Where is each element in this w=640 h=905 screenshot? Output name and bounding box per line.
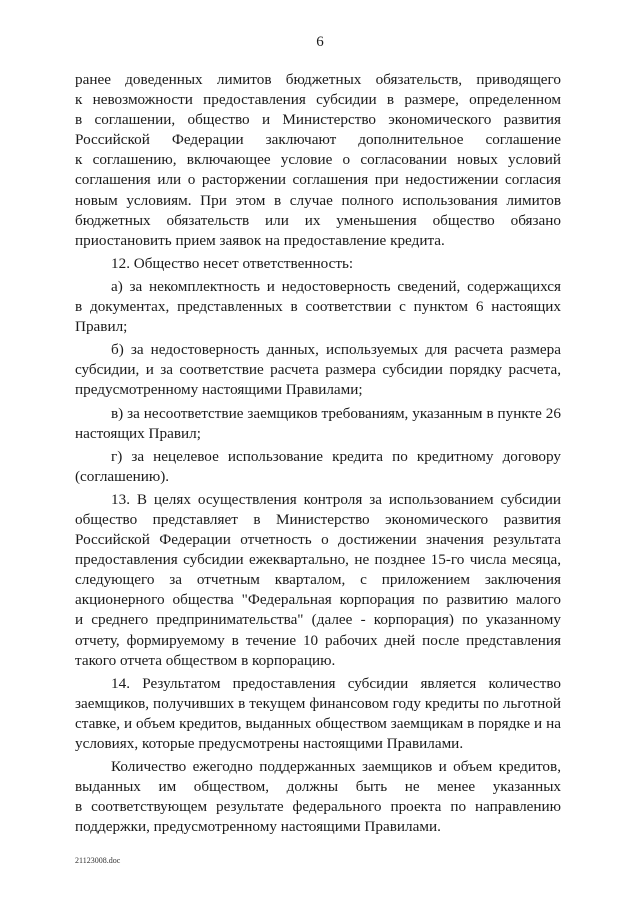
page-number: 6 xyxy=(316,34,324,50)
text-line: соглашения или о расторжении соглашения при недостижении согласия xyxy=(75,171,561,189)
text-line: в соглашении, общество и Министерство экономического развития xyxy=(75,111,561,129)
text-line: Российской Федерации отчетность о достижении значения результата xyxy=(75,531,561,549)
text-line: Правил; xyxy=(75,318,128,336)
paragraph xyxy=(75,404,561,444)
text-line: ранее доведенных лимитов бюджетных обязательств, приводящего xyxy=(75,71,561,88)
paragraph xyxy=(75,447,561,487)
text-line: выданных им обществом, должны быть не менее указанных xyxy=(75,778,561,796)
text-line: ставке, и объем кредитов, выданных обществом заемщикам в порядке и на xyxy=(75,714,561,732)
text-line: и среднего предпринимательства" (далее - корпорация) по указанному xyxy=(75,611,561,629)
paragraph xyxy=(75,340,561,400)
text-line: г) за нецелевое использование кредита по кредитному договору xyxy=(111,447,561,465)
text-line: (соглашению). xyxy=(75,467,170,485)
text-line: в соответствующем результате федерального проекта по направлению xyxy=(75,798,561,816)
text-line: к невозможности предоставления субсидии в размере, определенном xyxy=(75,91,561,109)
text-line: в) за несоответствие заемщиков требованиям, указанным в пункте 26 xyxy=(111,404,561,422)
text-line: а) за некомплектность и недостоверность сведений, содержащихся xyxy=(111,277,561,295)
text-line: поддержки, предусмотренному настоящими Правилами. xyxy=(75,818,441,836)
paragraph xyxy=(75,254,561,274)
text-line: Российской Федерации заключают дополнительное соглашение xyxy=(75,131,561,149)
paragraph xyxy=(75,490,561,671)
text-line: 12. Общество несет ответственность: xyxy=(111,254,354,272)
text-line: новым условиям. При этом в случае полного использования лимитов xyxy=(75,191,561,209)
paragraph xyxy=(75,674,561,754)
text-line: предусмотренному настоящими Правилами; xyxy=(75,381,363,399)
paragraph xyxy=(75,70,561,251)
text-line: отчету, формируемому в течение 10 рабочих дней после представления xyxy=(75,631,561,649)
text-line: заемщиков, получивших в текущем финансовом году кредиты по льготной xyxy=(75,694,561,712)
text-line: б) за недостоверность данных, используемых для расчета размера xyxy=(111,341,561,359)
text-line: предоставления субсидии ежеквартально, не позднее 15-го числа месяца, xyxy=(75,551,561,569)
text-line: в документах, представленных в соответствии с пунктом 6 настоящих xyxy=(75,298,561,316)
text-line: такого отчета обществом в корпорацию. xyxy=(75,651,336,669)
document-code: 21123008.doc xyxy=(75,856,121,865)
text-line: субсидии, и за соответствие расчета размера субсидии порядку расчета, xyxy=(75,361,561,379)
text-line: к соглашению, включающее условие о согласовании новых условий xyxy=(75,151,561,169)
paragraph xyxy=(75,277,561,337)
text-line: бюджетных обязательств или их уменьшения общество обязано xyxy=(75,211,561,229)
paragraph xyxy=(75,757,561,837)
text-line: акционерного общества "Федеральная корпорация по развитию малого xyxy=(75,591,561,609)
text-line: Количество ежегодно поддержанных заемщиков и объем кредитов, xyxy=(111,758,561,776)
text-line: настоящих Правил; xyxy=(75,424,201,442)
document-body xyxy=(75,70,561,837)
text-line: следующего за отчетным кварталом, с приложением заключения xyxy=(75,571,561,589)
text-line: 13. В целях осуществления контроля за использованием субсидии xyxy=(111,490,561,508)
text-line: 14. Результатом предоставления субсидии является количество xyxy=(111,674,561,692)
text-line: общество представляет в Министерство экономического развития xyxy=(75,510,561,528)
text-line: приостановить прием заявок на предоставление кредита. xyxy=(75,231,445,249)
text-line: условиях, которые предусмотрены настоящими Правилами. xyxy=(75,735,464,752)
